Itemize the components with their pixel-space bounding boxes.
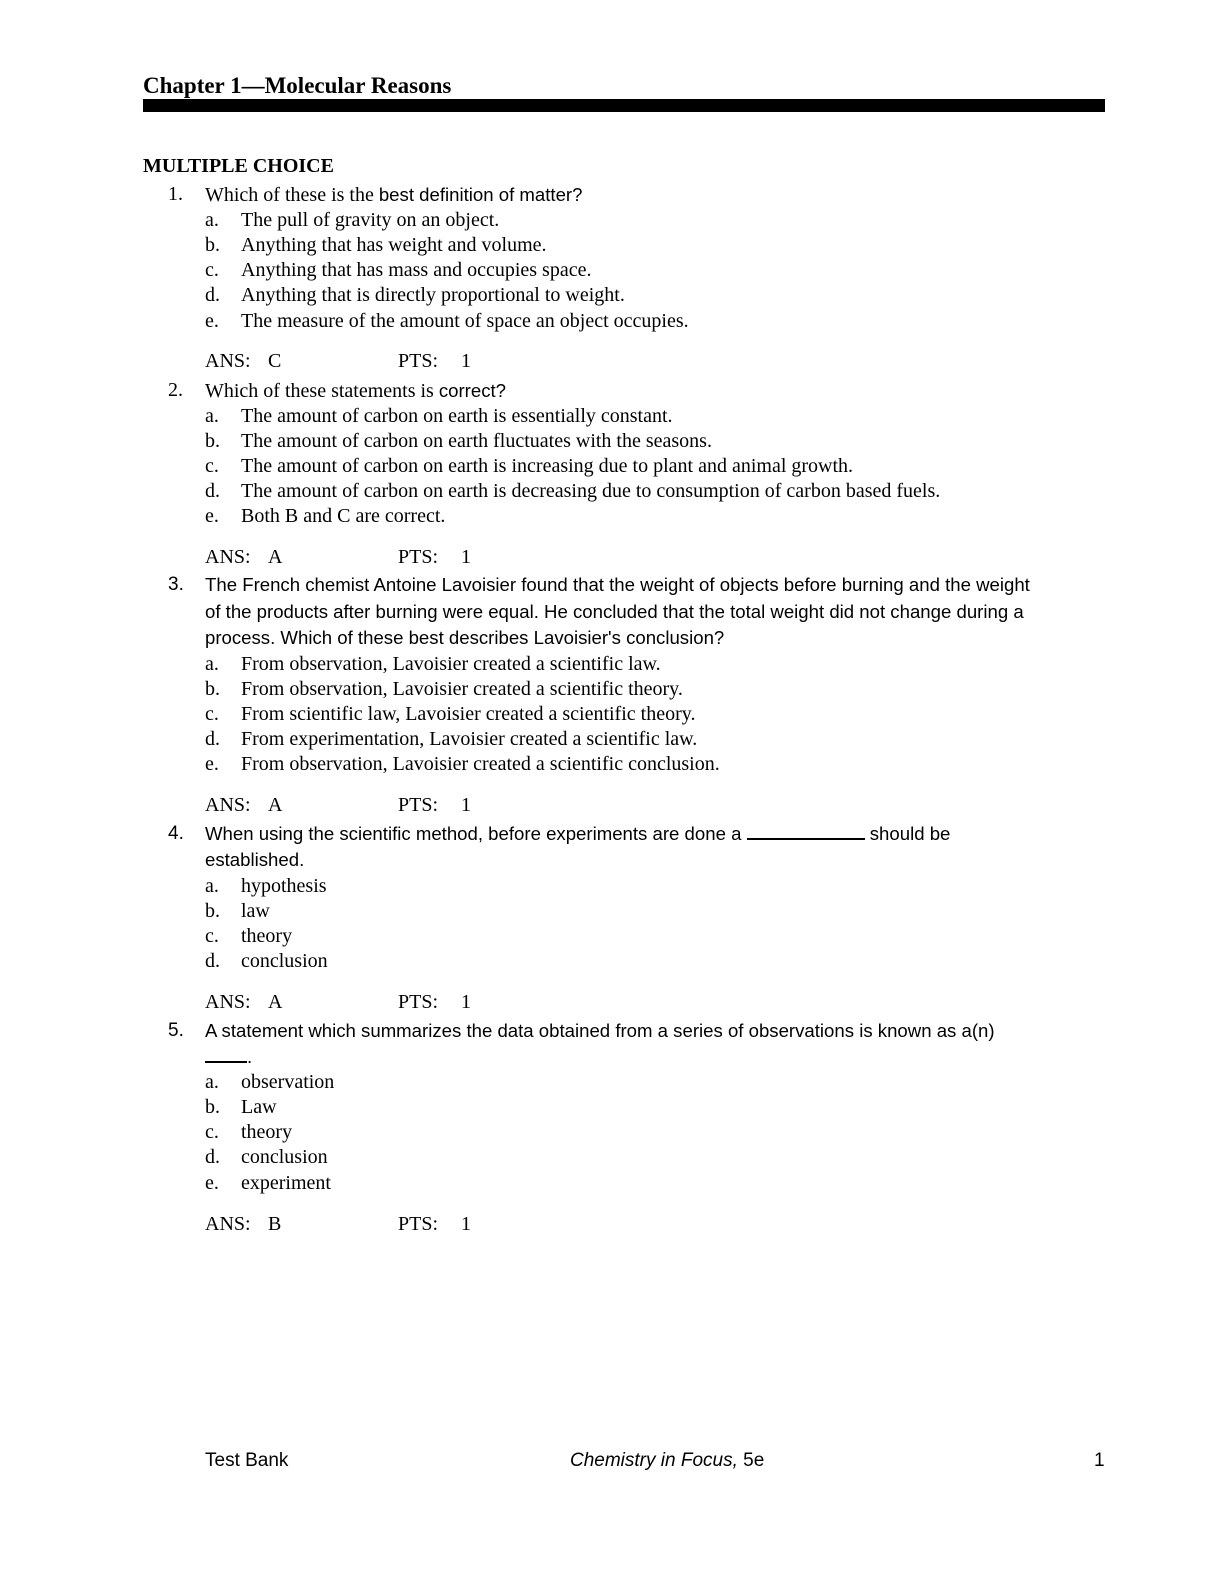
title-rule xyxy=(143,99,1105,112)
option-text: conclusion xyxy=(241,950,328,972)
points-value: 1 xyxy=(461,1213,471,1235)
option-text: The measure of the amount of space an object occupies. xyxy=(241,310,689,332)
answer-label: ANS: xyxy=(205,991,251,1013)
points-label: PTS: xyxy=(398,546,439,568)
option-text: The amount of carbon on earth fluctuates with the seasons. xyxy=(241,430,712,452)
option-letter: a. xyxy=(205,1071,219,1093)
option-letter: e. xyxy=(205,753,219,775)
question-text-line xyxy=(205,1044,1105,1071)
answer-label: ANS: xyxy=(205,350,251,372)
option-letter: d. xyxy=(205,480,220,502)
answer-value: C xyxy=(268,350,282,372)
option-e xyxy=(0,752,1224,777)
option-letter: b. xyxy=(205,1096,220,1118)
option-a xyxy=(0,874,1224,899)
answer-value: B xyxy=(268,1213,282,1235)
footer-left-text: Test Bank xyxy=(205,1450,289,1471)
option-c xyxy=(0,258,1224,283)
question-text-line: The French chemist Antoine Lavoisier found that the weight of objects before burning and the weight xyxy=(205,574,1030,595)
option-text: From observation, Lavoisier created a scientific law. xyxy=(241,653,661,675)
option-b xyxy=(0,899,1224,924)
question-text-emphasis: correct xyxy=(438,380,496,401)
option-letter: a. xyxy=(205,209,219,231)
option-text: The amount of carbon on earth is decreasing due to consumption of carbon based fuels. xyxy=(241,480,941,502)
footer-book-title xyxy=(570,1448,764,1474)
option-e xyxy=(0,309,1224,334)
option-a xyxy=(0,652,1224,677)
option-b xyxy=(0,233,1224,258)
option-text: conclusion xyxy=(241,1146,328,1168)
answer-blank xyxy=(747,838,865,840)
option-b xyxy=(0,429,1224,454)
option-letter: e. xyxy=(205,310,219,332)
answer-blank xyxy=(205,1061,247,1063)
option-letter: d. xyxy=(205,728,220,750)
footer-title-text: Chemistry in Focus, xyxy=(570,1450,738,1471)
option-letter: b. xyxy=(205,900,220,922)
answer-label: ANS: xyxy=(205,546,251,568)
option-text: The amount of carbon on earth is increasing due to plant and animal growth. xyxy=(241,455,854,477)
footer-edition-text: 5e xyxy=(737,1450,765,1471)
option-e xyxy=(0,1171,1224,1196)
option-letter: c. xyxy=(205,455,219,477)
option-c xyxy=(0,924,1224,949)
question-text-line xyxy=(205,821,1105,848)
points-value: 1 xyxy=(461,991,471,1013)
option-text: Anything that has mass and occupies space. xyxy=(241,259,592,281)
question-text xyxy=(205,182,1105,208)
points-label: PTS: xyxy=(398,350,439,372)
option-b xyxy=(0,1095,1224,1120)
chapter-title: Chapter 1—Molecular Reasons xyxy=(143,73,452,98)
question-text-part: . xyxy=(247,1046,253,1067)
section-heading: MULTIPLE CHOICE xyxy=(143,155,334,177)
question-number: 5. xyxy=(168,1020,184,1041)
question-number: 4. xyxy=(168,823,184,844)
option-letter: b. xyxy=(205,234,220,256)
option-text: theory xyxy=(241,1121,293,1143)
option-text: The amount of carbon on earth is essentially constant. xyxy=(241,405,673,427)
option-letter: a. xyxy=(205,653,219,675)
option-a xyxy=(0,404,1224,429)
question-number: 2. xyxy=(168,379,183,401)
option-text: experiment xyxy=(241,1172,331,1194)
option-text: From observation, Lavoisier created a scientific theory. xyxy=(241,678,683,700)
page-footer xyxy=(0,1448,1224,1474)
option-d xyxy=(0,949,1224,974)
option-letter: b. xyxy=(205,430,220,452)
option-text: From observation, Lavoisier created a scientific conclusion. xyxy=(241,753,720,775)
answer-value: A xyxy=(268,794,283,816)
option-text: The pull of gravity on an object. xyxy=(241,209,500,231)
option-letter: c. xyxy=(205,1121,219,1143)
option-d xyxy=(0,1145,1224,1170)
option-a xyxy=(0,208,1224,233)
option-text: observation xyxy=(241,1071,335,1093)
option-text: theory xyxy=(241,925,293,947)
option-a xyxy=(0,1070,1224,1095)
question-text-part: definition of matter? xyxy=(414,184,583,205)
option-c xyxy=(0,1120,1224,1145)
question-text-part: Which of these is the xyxy=(205,184,379,206)
points-value: 1 xyxy=(461,546,471,568)
answer-label: ANS: xyxy=(205,1213,251,1235)
question-text xyxy=(205,378,1105,404)
answer-label: ANS: xyxy=(205,794,251,816)
answer-row xyxy=(0,1212,1224,1237)
option-d xyxy=(0,727,1224,752)
question-text-emphasis: best xyxy=(378,184,414,205)
answer-row xyxy=(0,990,1224,1015)
option-letter: a. xyxy=(205,405,219,427)
option-text: hypothesis xyxy=(241,875,327,897)
option-letter: c. xyxy=(205,925,219,947)
option-d xyxy=(0,479,1224,504)
answer-row xyxy=(0,793,1224,818)
points-label: PTS: xyxy=(398,794,439,816)
option-letter: d. xyxy=(205,1146,220,1168)
option-text: law xyxy=(241,900,270,922)
answer-value: A xyxy=(268,546,283,568)
option-letter: a. xyxy=(205,875,219,897)
option-letter: d. xyxy=(205,284,220,306)
question-number: 3. xyxy=(168,574,184,595)
points-label: PTS: xyxy=(398,991,439,1013)
points-value: 1 xyxy=(461,794,471,816)
option-letter: e. xyxy=(205,505,219,527)
option-letter: d. xyxy=(205,950,220,972)
question-text-line: of the products after burning were equal. He concluded that the total weight did not change during a xyxy=(205,601,1024,622)
page-number: 1 xyxy=(1094,1450,1105,1471)
option-d xyxy=(0,283,1224,308)
option-c xyxy=(0,702,1224,727)
option-letter: e. xyxy=(205,1172,219,1194)
question-text-part: ? xyxy=(495,380,506,401)
answer-row xyxy=(0,545,1224,570)
option-c xyxy=(0,454,1224,479)
option-letter: c. xyxy=(205,259,219,281)
option-b xyxy=(0,677,1224,702)
question-text-part: should be xyxy=(864,823,951,844)
question-text-line: A statement which summarizes the data obtained from a series of observations is known as a(n) xyxy=(205,1020,995,1041)
answer-row xyxy=(0,349,1224,374)
points-value: 1 xyxy=(461,350,471,372)
option-letter: c. xyxy=(205,703,219,725)
option-letter: b. xyxy=(205,678,220,700)
answer-value: A xyxy=(268,991,283,1013)
question-text-part: Which of these statements is xyxy=(205,380,439,402)
points-label: PTS: xyxy=(398,1213,439,1235)
question-text-part: When using the scientific method, before experiments are done a xyxy=(205,823,747,844)
option-text: Both B and C are correct. xyxy=(241,505,446,527)
option-text: Anything that is directly proportional to weight. xyxy=(241,284,625,306)
option-text: From experimentation, Lavoisier created a scientific law. xyxy=(241,728,698,750)
question-text-line: established. xyxy=(205,849,305,870)
option-text: Law xyxy=(241,1096,277,1118)
option-text: Anything that has weight and volume. xyxy=(241,234,547,256)
option-e xyxy=(0,504,1224,529)
option-text: From scientific law, Lavoisier created a scientific theory. xyxy=(241,703,696,725)
question-number: 1. xyxy=(168,183,183,205)
question-text-line: process. Which of these best describes Lavoisier's conclusion? xyxy=(205,627,725,648)
